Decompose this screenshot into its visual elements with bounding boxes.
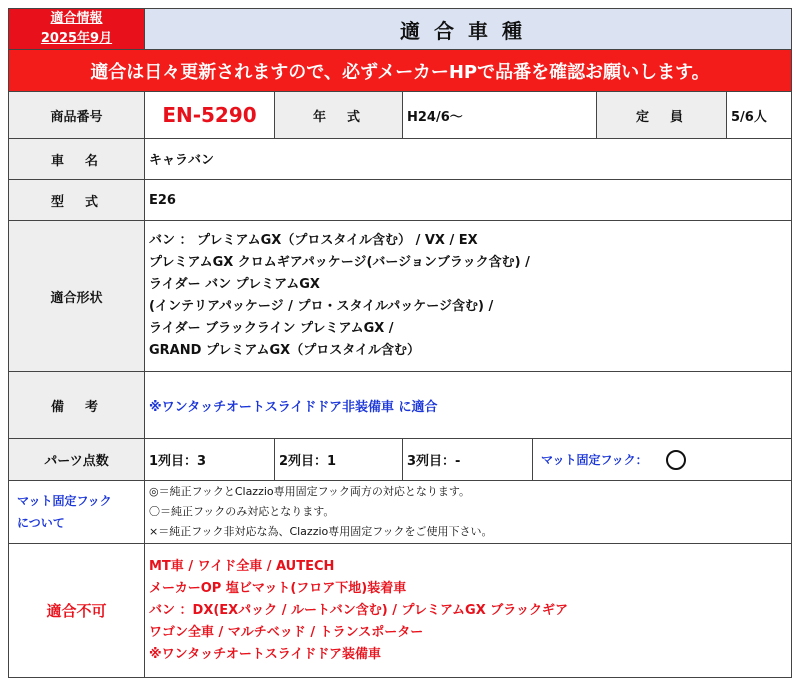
compatible-shape-line: プレミアムGX クロムギアパッケージ(バージョンブラック含む) / (149, 255, 530, 270)
hook-info-notes (144, 480, 792, 544)
parts-row1: 1列目：3 (144, 438, 275, 481)
compatible-shapes-label: 適合形状 (8, 220, 145, 372)
compatible-shape-line: バン ： プレミアムGX（プロスタイル含む） / VX / EX (149, 233, 478, 248)
compatible-shape-line: ライダー ブラックライン プレミアムGX / (149, 321, 394, 336)
parts-row3: 3列目：- (402, 438, 533, 481)
incompatible-line: MT車 / ワイド全車 / AUTECH (149, 558, 335, 574)
incompatible-list (144, 543, 792, 678)
capacity-label: 定 員 (596, 91, 727, 139)
parts-row2: 2列目：1 (274, 438, 403, 481)
parts-count-label: パーツ点数 (8, 438, 145, 481)
compatible-shape-line: GRAND プレミアムGX（プロスタイル含む） (149, 343, 420, 358)
hook-info-label (8, 480, 145, 544)
incompatible-line: バン ：DX(EXパック / ルートバン含む) / プレミアムGX ブラックギア (149, 602, 568, 618)
hook-note: ×＝純正フック非対応な為、Clazzio専用固定フックをご使用下さい。 (149, 525, 493, 538)
compatible-shapes-list (144, 220, 792, 372)
model-label: 型 式 (8, 179, 145, 221)
update-notice-banner: 適合は日々更新されますので、必ずメーカーHPで品番を確認お願いします。 (8, 49, 792, 92)
year-label: 年 式 (274, 91, 403, 139)
incompatible-line: メーカーOP 塩ビマット(フロア下地)装着車 (149, 580, 407, 596)
info-badge (8, 8, 145, 50)
compatible-shape-line: (インテリアパッケージ / プロ・スタイルパッケージ含む) / (149, 299, 494, 314)
remarks-value: ※ワンタッチオートスライドドア非装備車 に適合 (144, 371, 792, 439)
info-badge-date: 2025年9月 (40, 31, 113, 46)
hook-info-label-line2: について (17, 516, 65, 530)
model-value: E26 (144, 179, 792, 221)
incompatible-line: ワゴン全車 / マルチベッド / トランスポーター (149, 624, 424, 640)
vehicle-name-label: 車 名 (8, 138, 145, 180)
vehicle-name-value: キャラバン (144, 138, 792, 180)
product-number: EN-5290 (144, 91, 275, 139)
remarks-label: 備 考 (8, 371, 145, 439)
hook-note: 〇＝純正フックのみ対応となります。 (149, 505, 335, 518)
capacity-value: 5/6人 (726, 91, 792, 139)
mat-hook-status-label: マット固定フック： (541, 453, 648, 467)
mat-hook-status (532, 438, 792, 481)
hook-note: ◎＝純正フックとClazzio専用固定フック両方の対応となります。 (149, 485, 470, 498)
incompatible-label: 適合不可 (8, 543, 145, 678)
hook-info-label-line1: マット固定フック (17, 494, 112, 508)
info-badge-title: 適合情報 (50, 11, 103, 26)
incompatible-line: ※ワンタッチオートスライドドア装備車 (149, 646, 381, 662)
circle-icon (666, 450, 686, 470)
compatible-shape-line: ライダー バン プレミアムGX (149, 277, 320, 292)
product-number-label: 商品番号 (8, 91, 145, 139)
year-value: H24/6〜 (402, 91, 597, 139)
page-title: 適合車種 (144, 8, 792, 50)
